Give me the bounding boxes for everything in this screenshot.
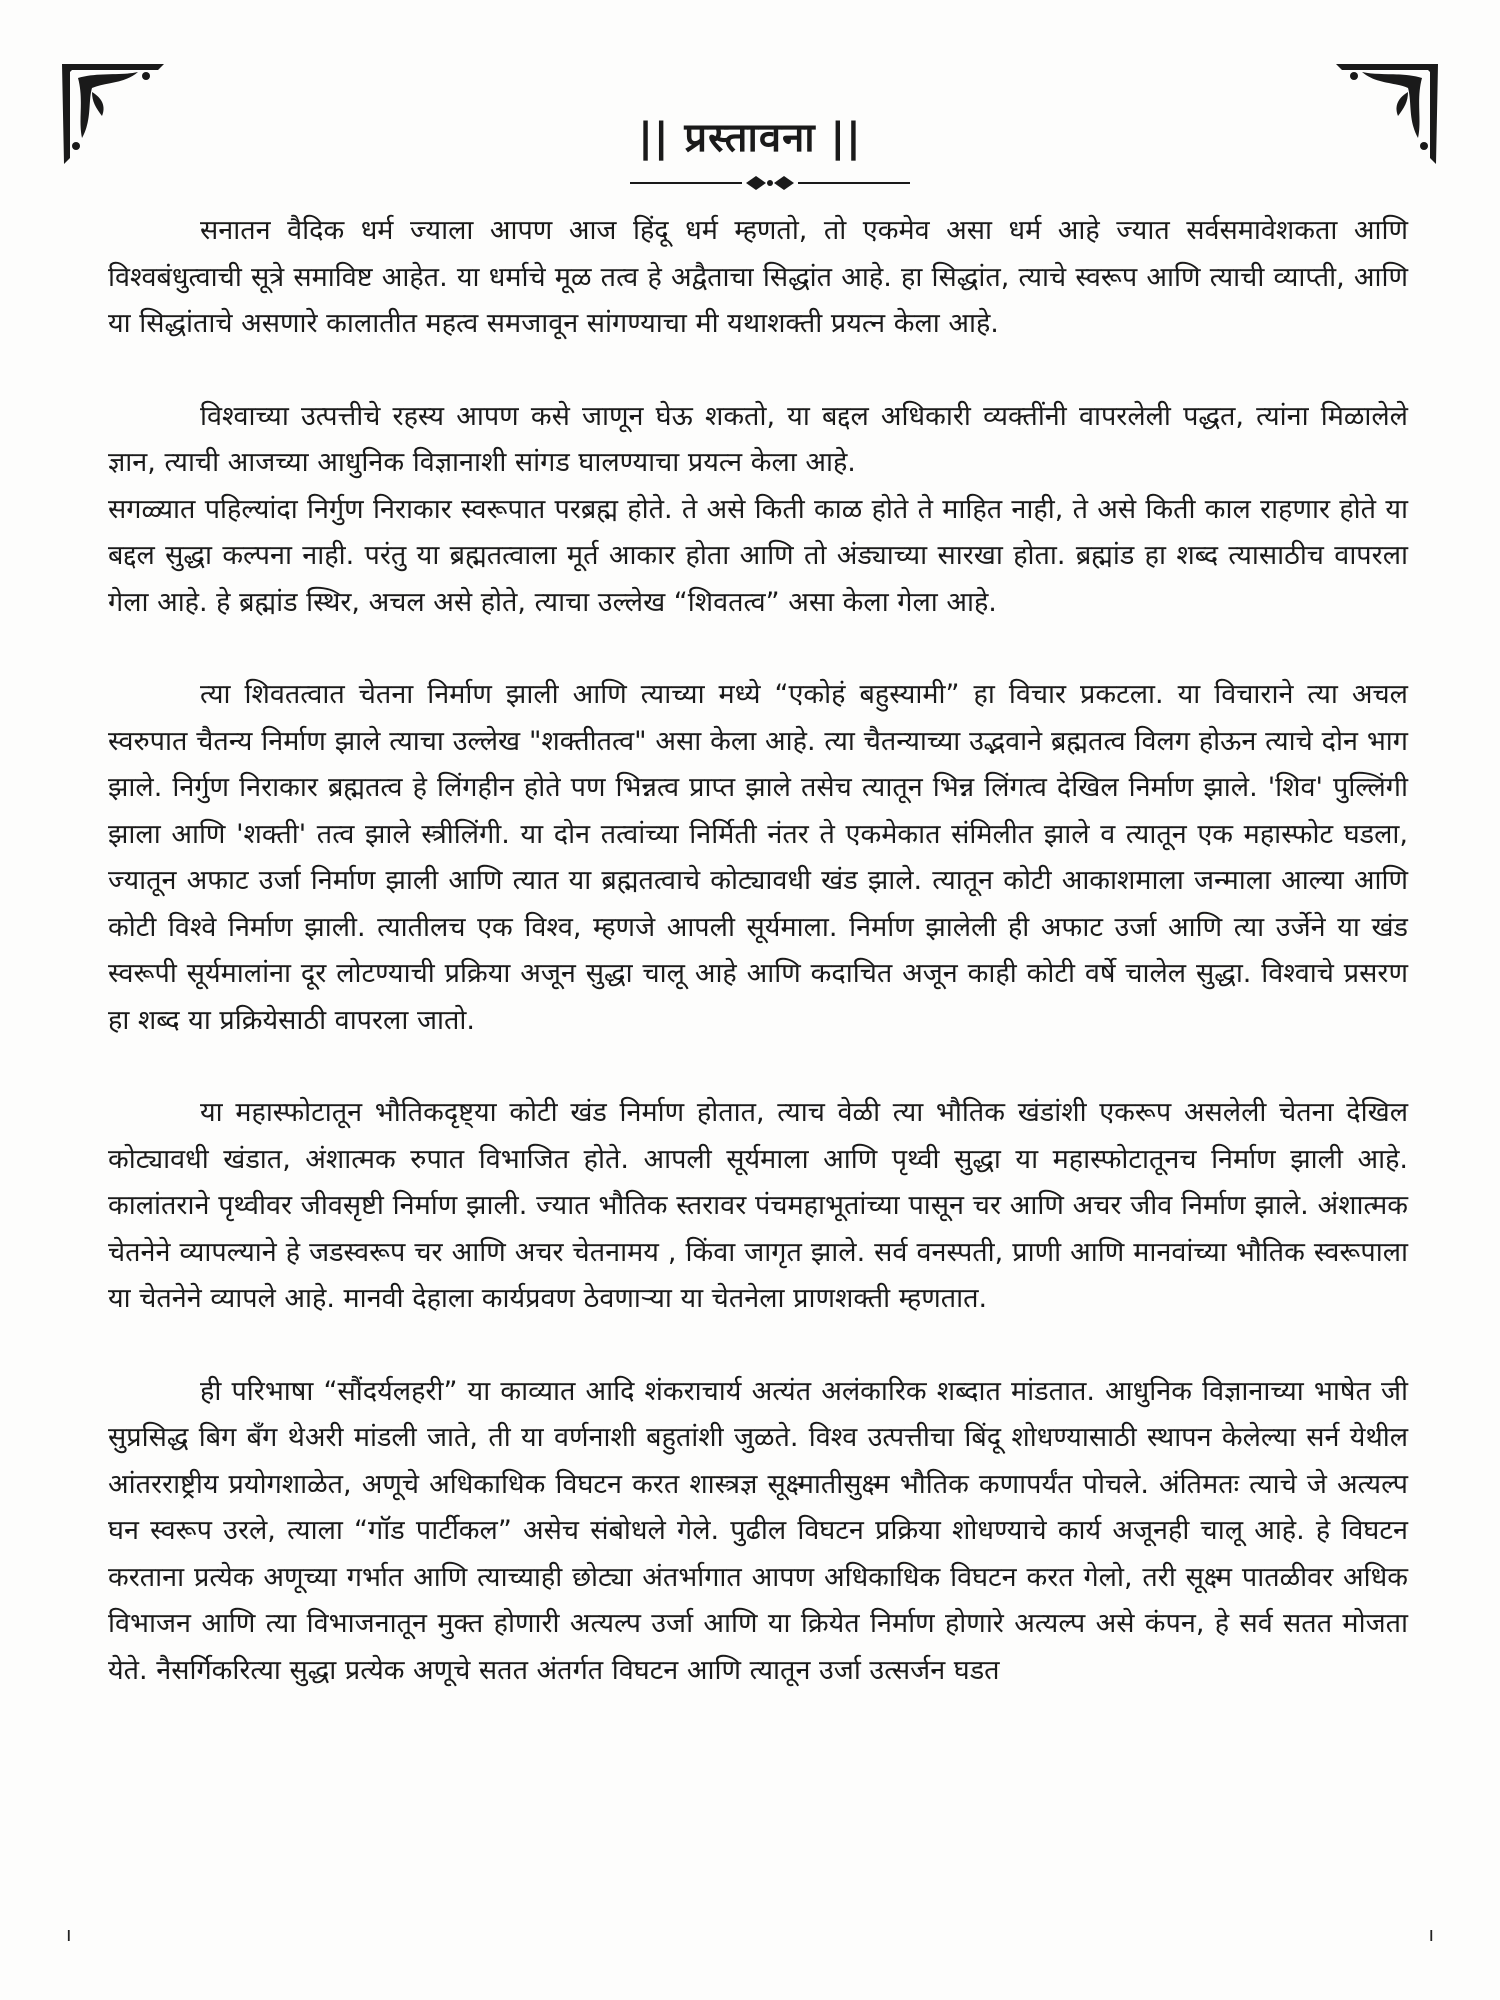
edge-mark-left: ı	[66, 1922, 72, 1946]
paragraph-gap	[108, 1044, 1408, 1090]
page-title: || प्रस्तावना ||	[638, 115, 862, 161]
paragraph-gap	[108, 348, 1408, 394]
edge-mark-right: ı	[1428, 1922, 1434, 1946]
paragraph-5: या महास्फोटातून भौतिकदृष्ट्या कोटी खंड निर्माण होतात, त्याच वेळी त्या भौतिक खंडांशी एकरूप असलेली चेतना देखिल कोट्यावधी खंडात, अंशात्मक रुपात विभाजित होते. आपली सूर्यमाला आणि पृथ्वी सुद्धा या महास्फोटातूनच निर्माण झाली आहे. कालांतराने पृथ्वीवर जीवसृष्टी निर्माण झाली. ज्यात भौतिक स्तरावर पंचमहाभूतांच्या पासून चर आणि अचर जीव निर्माण झाले. अंशात्मक चेतनेने व्यापल्याने हे जडस्वरूप चर आणि अचर चेतनामय , किंवा जागृत झाले. सर्व वनस्पती, प्राणी आणि मानवांच्या भौतिक स्वरूपाला या चेतनेने व्यापले आहे. मानवी देहाला कार्यप्रवण ठेवणाऱ्या या चेतनेला प्राणशक्ती म्हणतात.	[108, 1097, 1408, 1314]
paragraph-3: सगळ्यात पहिल्यांदा निर्गुण निराकार स्वरूपात परब्रह्म होते. ते असे किती काळ होते ते माहित नाही, ते असे किती काल राहणार होते या बद्दल सुद्धा कल्पना नाही. परंतु या ब्रह्मतत्वाला मूर्त आकार होता आणि तो अंड्याच्या सारखा होता. ब्रह्मांड हा शब्द त्यासाठीच वापरला गेला आहे. हे ब्रह्मांड स्थिर, अचल असे होते, त्याचा उल्लेख “शिवतत्व” असा केला गेला आहे.	[108, 493, 1408, 618]
paragraph-6: ही परिभाषा “सौंदर्यलहरी” या काव्यात आदि शंकराचार्य अत्यंत अलंकारिक शब्दात मांडतात. आधुनिक विज्ञानाच्या भाषेत जी सुप्रसिद्ध बिग बँग थेअरी मांडली जाते, ती या वर्णनाशी बहुतांशी जुळते. विश्व उत्पत्तीचा बिंदू शोधण्यासाठी स्थापन केलेल्या सर्न येथील आंतरराष्ट्रीय प्रयोगशाळेत, अणूचे अधिकाधिक विघटन करत शास्त्रज्ञ सूक्ष्मातीसुक्ष्म भौतिक कणापर्यंत पोचले. अंतिमतः त्याचे जे अत्यल्प घन स्वरूप उरले, त्याला “गॉड पार्टीकल” असेच संबोधले गेले. पुढील विघटन प्रक्रिया शोधण्याचे कार्य अजूनही चालू आहे. हे विघटन करताना प्रत्येक अणूच्या गर्भात आणि त्याच्याही छोट्या अंतर्भागात आपण अधिकाधिक विघटन करत गेलो, तरी सूक्ष्म पातळीवर अधिक विभाजन आणि त्या विभाजनातून मुक्त होणारी अत्यल्प उर्जा आणि या क्रियेत निर्माण होणारे अत्यल्प असे कंपन, हे सर्व सतत मोजता येते. नैसर्गिकरित्या सुद्धा प्रत्येक अणूचे सतत अंतर्गत विघटन आणि त्यातून उर्जा उत्सर्जन घडत	[108, 1375, 1408, 1686]
paragraph-gap	[108, 626, 1408, 672]
title-divider-ornament	[630, 172, 910, 194]
preface-body	[108, 208, 1408, 1694]
paragraph-2: विश्वाच्या उत्पत्तीचे रहस्य आपण कसे जाणून घेऊ शकतो, या बद्दल अधिकारी व्यक्तींनी वापरलेली पद्धत, त्यांना मिळालेले ज्ञान, त्याची आजच्या आधुनिक विज्ञानाशी सांगड घालण्याचा प्रयत्न केला आहे.	[108, 400, 1408, 478]
paragraph-gap	[108, 1323, 1408, 1369]
paragraph-1: सनातन वैदिक धर्म ज्याला आपण आज हिंदू धर्म म्हणतो, तो एकमेव असा धर्म आहे ज्यात सर्वसमावेशकता आणि विश्वबंधुत्वाची सूत्रे समाविष्ट आहेत. या धर्माचे मूळ तत्व हे अद्वैताचा सिद्धांत आहे. हा सिद्धांत, त्याचे स्वरूप आणि त्याची व्याप्ती, आणि या सिद्धांताचे असणारे कालातीत महत्व समजावून सांगण्याचा मी यथाशक्ती प्रयत्न केला आहे.	[108, 215, 1408, 339]
paragraph-4: त्या शिवतत्वात चेतना निर्माण झाली आणि त्याच्या मध्ये “एकोहं बहुस्यामी” हा विचार प्रकटला. या विचाराने त्या अचल स्वरुपात चैतन्य निर्माण झाले त्याचा उल्लेख "शक्तीतत्व" असा केला आहे. त्या चैतन्याच्या उद्भवाने ब्रह्मतत्व विलग होऊन त्याचे दोन भाग झाले. निर्गुण निराकार ब्रह्मतत्व हे लिंगहीन होते पण भिन्नत्व प्राप्त झाले तसेच त्यातून भिन्न लिंगत्व देखिल निर्माण झाले. 'शिव' पुल्लिंगी झाला आणि 'शक्ती' तत्व झाले स्त्रीलिंगी. या दोन तत्वांच्या निर्मिती नंतर ते एकमेकात संमिलीत झाले व त्यातून एक महास्फोट घडला, ज्यातून अफाट उर्जा निर्माण झाली आणि त्यात या ब्रह्मतत्वाचे कोट्यावधी खंड झाले. त्यातून कोटी आकाशमाला जन्माला आल्या आणि कोटी विश्वे निर्माण झाली. त्यातीलच एक विश्व, म्हणजे आपली सूर्यमाला. निर्माण झालेली ही अफाट उर्जा आणि त्या उर्जेने या खंड स्वरूपी सूर्यमालांना दूर लोटण्याची प्रक्रिया अजून सुद्धा चालू आहे आणि कदाचित अजून काही कोटी वर्षे चालेल सुद्धा. विश्वाचे प्रसरण हा शब्द या प्रक्रियेसाठी वापरला जातो.	[108, 679, 1409, 1036]
